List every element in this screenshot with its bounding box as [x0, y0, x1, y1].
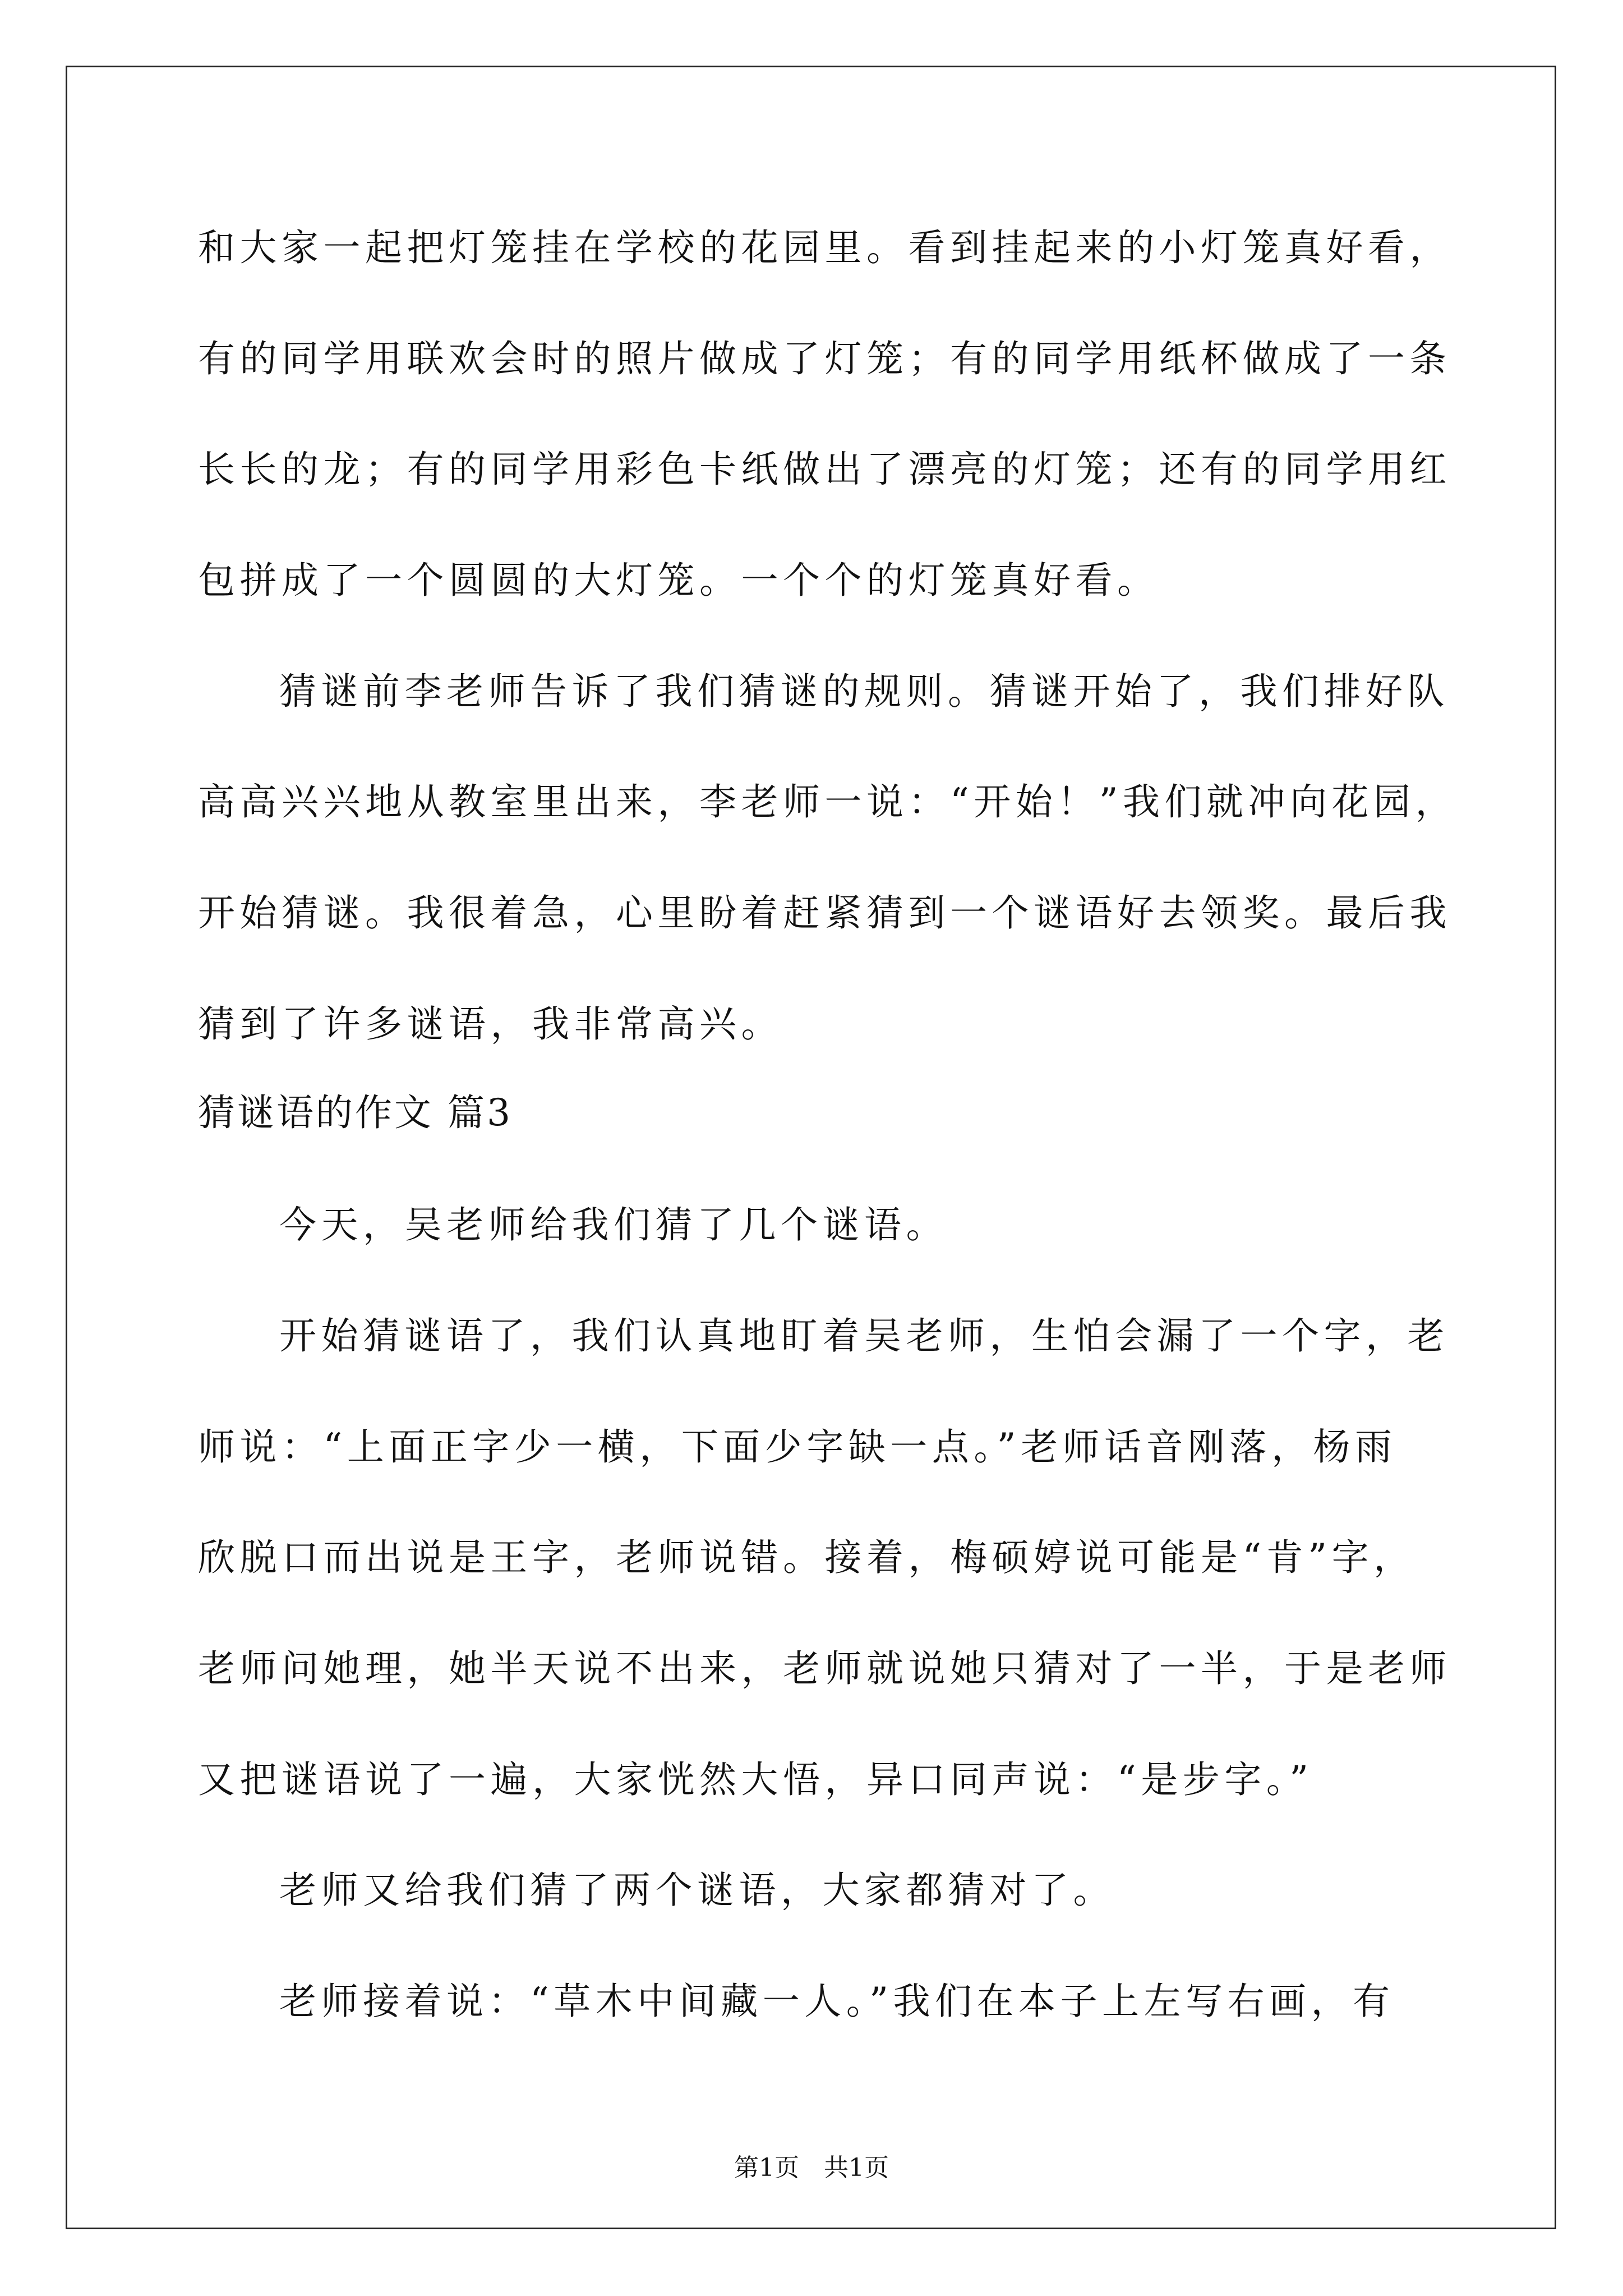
paragraph-line: 开始猜谜语了，我们认真地盯着吴老师，生怕会漏了一个字，老: [279, 1314, 1449, 1358]
paragraph-line: 欣脱口而出说是王字，老师说错。接着，梅硕婷说可能是“肯”字，: [198, 1536, 1415, 1579]
paragraph-line: 包拼成了一个圆圆的大灯笼。一个个的灯笼真好看。: [198, 559, 1159, 602]
paragraph-line: 和大家一起把灯笼挂在学校的花园里。看到挂起来的小灯笼真好看，: [198, 226, 1451, 269]
paragraph-line: 又把谜语说了一遍，大家恍然大悟，异口同声说：“是步字。”: [198, 1758, 1313, 1801]
paragraph-line: 猜谜前李老师告诉了我们猜谜的规则。猜谜开始了，我们排好队: [279, 670, 1449, 713]
section-heading: 猜谜语的作文 篇3: [198, 1091, 513, 1134]
paragraph-line: 高高兴兴地从教室里出来，李老师一说：“开始！”我们就冲向花园，: [198, 780, 1457, 823]
paragraph-line: 师说：“上面正字少一横，下面少字缺一点。”老师话音刚落，杨雨: [198, 1425, 1397, 1469]
paragraph-line: 长长的龙；有的同学用彩色卡纸做出了漂亮的灯笼；还有的同学用红: [198, 448, 1451, 491]
paragraph-line: 猜到了许多谜语，我非常高兴。: [198, 1002, 783, 1046]
paragraph-line: 开始猜谜。我很着急，心里盼着赶紧猜到一个谜语好去领奖。最后我: [198, 891, 1451, 935]
paragraph-line: 老师问她理，她半天说不出来，老师就说她只猜对了一半，于是老师: [198, 1647, 1451, 1690]
page-number-footer: 第1页 共1页: [734, 2154, 889, 2182]
paragraph-line: 老师接着说：“草木中间藏一人。”我们在本子上左写右画，有: [279, 1980, 1395, 2023]
paragraph-line: 有的同学用联欢会时的照片做成了灯笼；有的同学用纸杯做成了一条: [198, 337, 1451, 380]
paragraph-line: 老师又给我们猜了两个谜语，大家都猜对了。: [279, 1869, 1115, 1912]
paragraph-line: 今天，吴老师给我们猜了几个谜语。: [279, 1203, 948, 1246]
